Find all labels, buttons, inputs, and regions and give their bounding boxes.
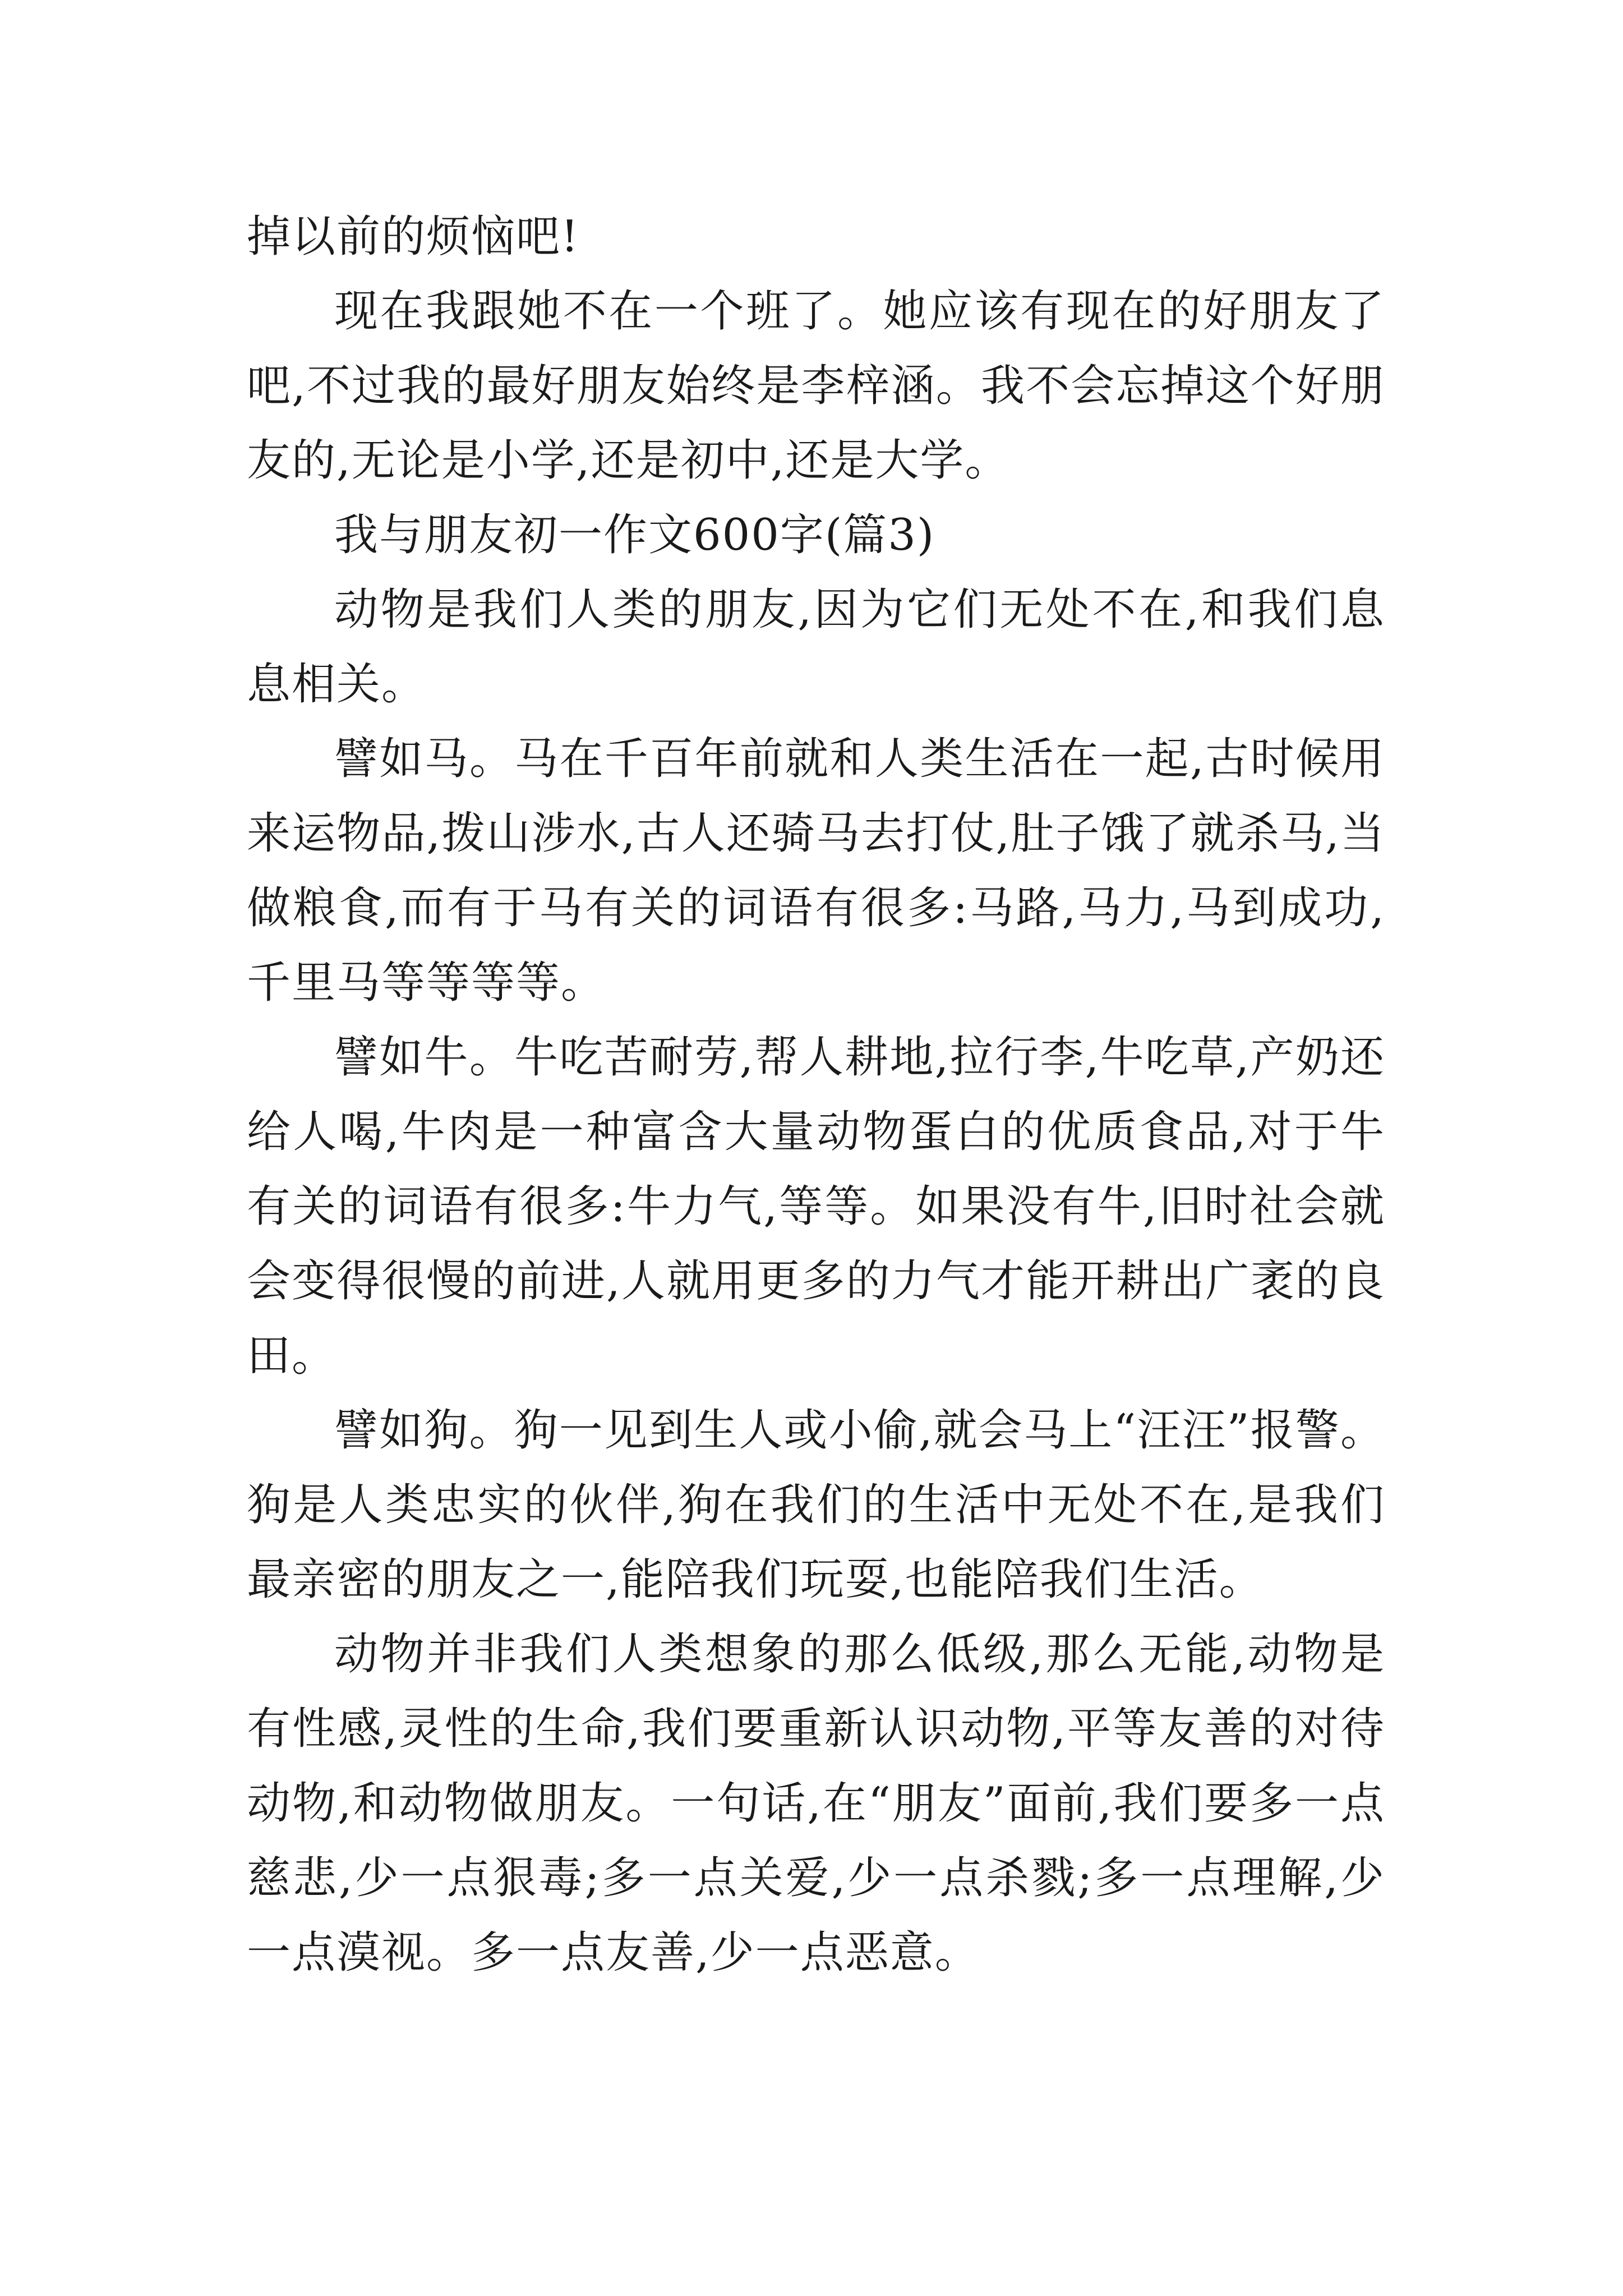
section-heading: 我与朋友初一作文600字(篇3) [334, 510, 935, 560]
paragraph: 譬如牛。牛吃苦耐劳,帮人耕地,拉行李,牛吃草,产奶还给人喝,牛肉是一种富含大量动物蛋白的优质食品,对于牛有关的词语有很多:牛力气,等等。如果没有牛,旧时社会就会变得很慢的前进,人就用更多的力气才能开耕出广袤的良田。 [247, 1032, 1385, 1381]
paragraph: 譬如马。马在千百年前就和人类生活在一起,古时候用来运物品,拨山涉水,古人还骑马去打仗,肚子饿了就杀马,当做粮食,而有于马有关的词语有很多:马路,马力,马到成功,千里马等等等等。 [247, 734, 1385, 1008]
paragraph-continuation: 掉以前的烦恼吧! [247, 211, 580, 262]
paragraph: 现在我跟她不在一个班了。她应该有现在的好朋友了吧,不过我的最好朋友始终是李梓涵。我不会忘掉这个好朋友的,无论是小学,还是初中,还是大学。 [247, 286, 1385, 486]
paragraph: 动物并非我们人类想象的那么低级,那么无能,动物是有性感,灵性的生命,我们要重新认识动物,平等友善的对待动物,和动物做朋友。一句话,在“朋友”面前,我们要多一点慈悲,少一点狠毒;多一点关爱,少一点杀戮;多一点理解,少一点漠视。多一点友善,少一点恶意。 [247, 1629, 1385, 1978]
paragraph: 动物是我们人类的朋友,因为它们无处不在,和我们息息相关。 [247, 585, 1385, 710]
paragraph: 譬如狗。狗一见到生人或小偷,就会马上“汪汪”报警。狗是人类忠实的伙伴,狗在我们的生活中无处不在,是我们最亲密的朋友之一,能陪我们玩耍,也能陪我们生活。 [247, 1405, 1385, 1605]
document-body [247, 200, 1385, 1990]
